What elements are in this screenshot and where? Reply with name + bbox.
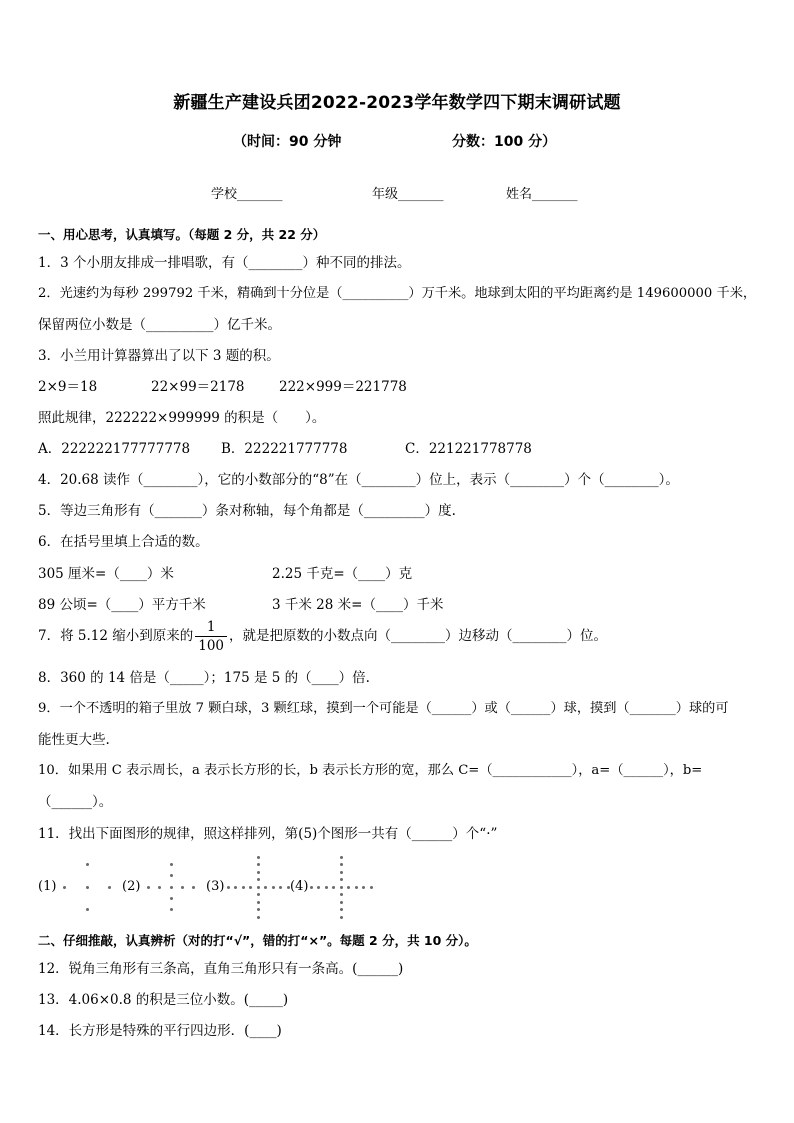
pattern-dot: [272, 886, 275, 889]
question-14: 14．长方形是特殊的平行四边形．(____): [38, 1023, 282, 1039]
pattern-dot: [257, 886, 260, 889]
page-title: 新疆生产建设兵团2022-2023学年数学四下期末调研试题: [173, 93, 621, 113]
question-2-line1: 2．光速约为每秒 299792 千米，精确到十分位是（__________）万千米。地球到太阳的平均距离约是 149600000 千米，: [38, 286, 757, 301]
pattern-dot: [355, 886, 358, 889]
school-field[interactable]: 学校_______: [211, 187, 283, 202]
pattern-dot: [170, 874, 173, 877]
pattern-dot: [340, 856, 343, 859]
pattern-dot: [340, 871, 343, 874]
question-9-line1: 9．一个不透明的箱子里放 7 颗白球，3 颗红球，摸到一个可能是（______）或（______）球，摸到（_______）球的可: [38, 701, 729, 716]
question-6d: 3 千米 28 米=（____）千米: [272, 597, 444, 613]
pattern-dot: [257, 901, 260, 904]
pattern-dot: [257, 856, 260, 859]
pattern-dot: [340, 886, 343, 889]
pattern-dot: [249, 886, 252, 889]
question-3-eq2: 22×99＝2178: [151, 379, 245, 395]
pattern-dot: [170, 897, 173, 900]
pattern-dot: [63, 886, 66, 889]
pattern-dot: [340, 878, 343, 881]
exam-time: （时间：90 分钟: [233, 134, 342, 150]
question-12: 12．锐角三角形有三条高，直角三角形只有一条高。(______): [38, 961, 404, 977]
grade-field[interactable]: 年级_______: [372, 187, 444, 202]
figure-1-label: (1): [38, 879, 57, 894]
question-3-option-c[interactable]: C．221221778778: [405, 441, 532, 457]
pattern-dot: [86, 908, 89, 911]
pattern-dot: [234, 886, 237, 889]
pattern-dot: [170, 908, 173, 911]
section2-heading: 二、仔细推敲，认真辨析（对的打“√”，错的打“×”。每题 2 分，共 10 分）。: [38, 933, 477, 948]
pattern-dot: [170, 886, 173, 889]
question-4: 4．20.68 读作（________），它的小数部分的“8”在（________）位上，表示（________）个（________）。: [38, 472, 679, 488]
question-6c: 89 公顷=（____）平方千米: [38, 597, 206, 613]
question-11: 11．找出下面图形的规律，照这样排列，第(5)个图形一共有（______）个“·”: [38, 826, 498, 842]
pattern-dot: [181, 886, 184, 889]
pattern-dot: [340, 916, 343, 919]
question-9-line2: 能性更大些.: [38, 732, 110, 748]
pattern-dot: [287, 886, 290, 889]
pattern-dot: [264, 886, 267, 889]
pattern-dot: [257, 916, 260, 919]
pattern-dot: [317, 886, 320, 889]
fraction: [195, 618, 227, 655]
figure-2-label: (2): [122, 879, 141, 894]
pattern-dot: [370, 886, 373, 889]
pattern-dot: [340, 863, 343, 866]
pattern-dot: [279, 886, 282, 889]
question-1: 1．3 个小朋友排成一排唱歌，有（________）种不同的排法。: [38, 255, 411, 271]
pattern-dot: [86, 863, 89, 866]
question-6a: 305 厘米=（____）米: [38, 566, 174, 582]
pattern-dot: [257, 863, 260, 866]
pattern-dot: [257, 871, 260, 874]
pattern-dot: [340, 908, 343, 911]
question-6: 6．在括号里填上合适的数。: [38, 534, 209, 550]
pattern-dot: [340, 901, 343, 904]
question-3-eq1: 2×9＝18: [38, 379, 98, 395]
pattern-dot: [108, 886, 111, 889]
question-7-suffix: ，就是把原数的小数点向（________）边移动（________）位。: [229, 628, 608, 644]
question-8: 8．360 的 14 倍是（_____）；175 是 5 的（____）倍.: [38, 670, 370, 686]
pattern-dot: [158, 886, 161, 889]
question-5: 5．等边三角形有（_______）条对称轴，每个角都是（_________）度.: [38, 503, 456, 519]
question-6b: 2.25 千克=（____）克: [272, 566, 413, 582]
pattern-dot: [86, 886, 89, 889]
pattern-dot: [347, 886, 350, 889]
question-10-line1: 10．如果用 C 表示周长，a 表示长方形的长，b 表示长方形的宽，那么 C=（____________），a=（______），b=: [38, 763, 703, 778]
pattern-dot: [170, 863, 173, 866]
name-field[interactable]: 姓名_______: [506, 187, 578, 202]
figure-3-label: (3): [206, 879, 225, 894]
question-10-line2: （______）。: [38, 794, 113, 810]
pattern-dot: [310, 886, 313, 889]
question-3-option-b[interactable]: B．222221777778: [221, 441, 348, 457]
question-3-eq3: 222×999＝221778: [279, 379, 407, 395]
pattern-dot: [332, 886, 335, 889]
question-3-rule: 照此规律，222222×999999 的积是（ ）。: [38, 410, 326, 426]
question-3-option-a[interactable]: A．222222177777778: [38, 441, 191, 457]
pattern-dot: [147, 886, 150, 889]
fraction-numerator: 1: [195, 618, 227, 637]
question-2-line2: 保留两位小数是（__________）亿千米。: [38, 317, 281, 333]
fraction-denominator: 100: [198, 638, 225, 654]
question-7-prefix: 7．将 5.12 缩小到原来的: [38, 628, 194, 644]
question-7: [38, 618, 607, 655]
pattern-dot: [362, 886, 365, 889]
exam-score: 分数：100 分）: [452, 134, 557, 150]
pattern-dot: [325, 886, 328, 889]
pattern-dot: [257, 908, 260, 911]
pattern-dot: [242, 886, 245, 889]
question-3: 3．小兰用计算器算出了以下 3 题的积。: [38, 348, 280, 364]
section1-heading: 一、用心思考，认真填写。（每题 2 分，共 22 分）: [38, 227, 326, 242]
pattern-dot: [340, 893, 343, 896]
pattern-dot: [257, 878, 260, 881]
question-13: 13．4.06×0.8 的积是三位小数。(_____): [38, 992, 289, 1008]
figure-4-label: (4): [290, 879, 309, 894]
pattern-dot: [227, 886, 230, 889]
pattern-dot: [257, 893, 260, 896]
pattern-dot: [192, 886, 195, 889]
